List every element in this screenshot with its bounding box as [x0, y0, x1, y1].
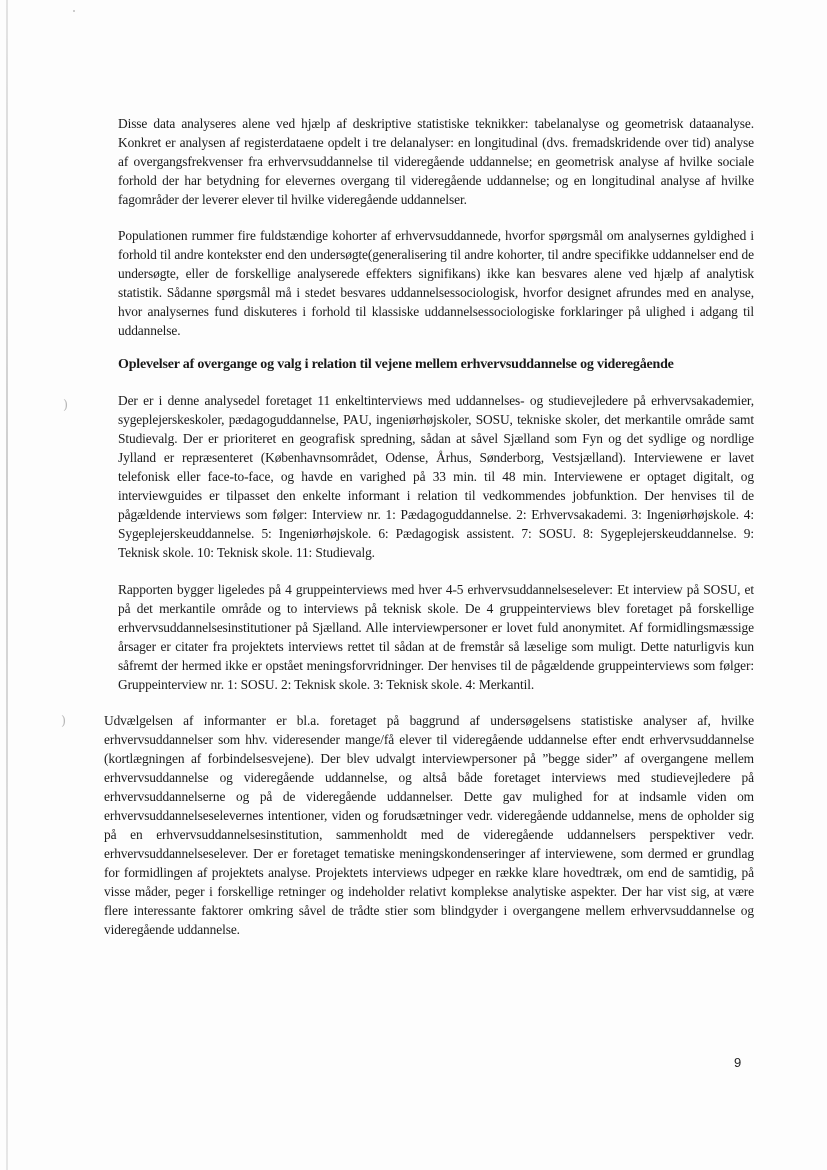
margin-mark: ) — [63, 398, 69, 413]
paragraph-population: Populationen rummer fire fuldstændige kohorter af erhvervsuddannede, hvorfor spørgsmål om analysernes gyldighed i forhold til andre kontekster end den undersøgte(generalisering til andre kohorter, til andre specifikke uddannelser end de undersøgte, eller de forskellige analyserede effekters signifikans) ikke kan besvares alene ved hjælp af analytisk statistik. Sådanne spørgsmål må i stedet besvares uddannelsessociologisk, hvorfor designet afrundes med en analyse, hvor analysernes fund diskuteres i forhold til klassiske uddannelsessociologiske forklaringer på ulighed i adgang til uddannelse. — [118, 228, 754, 338]
margin-mark: ) — [61, 714, 67, 729]
page-number: 9 — [734, 1055, 742, 1070]
paragraph-informant-selection: Udvælgelsen af informanter er bl.a. foretaget på baggrund af undersøgelsens statistiske analyser af, hvilke erhvervsuddannelser som hhv. videresender mange/få elever til videregående uddannelse efter endt erhvervsuddannelse (kortlægningen af forbindelsesvejene). Der blev udvalgt interviewpersoner på ”begge sider” af overgangene mellem erhvervsuddannelse og videregående uddannelse, og altså både foretaget interviews med studievejledere på erhvervsuddannelserne og på de videregående uddannelser. Dette gav mulighed for at indsamle viden om erhvervsuddannelseselevernes intentioner, viden og forudsætninger vedr. videregående uddannelse, mens de opholder sig på en erhvervsuddannelsesinstitution, sammenholdt med de videregående uddannelsers perspektiver vedr. erhvervsuddannelseselever. Der er foretaget tematiske meningskondenseringer af interviewene, som dermed er grundlag for formidlingen af projektets analyse. Projektets interviews udpeger en række klare hovedtræk, om end de samtidig, på visse måder, peger i forskellige retninger og indeholder relativt komplekse analytiske aspekter. Der har vist sig, at være flere interessante faktorer omkring såvel de trådte stier som blindgyder i overgangene mellem erhvervsuddannelse og videregående uddannelse. — [104, 713, 754, 937]
scan-speck — [73, 10, 75, 12]
document-body — [104, 114, 754, 939]
section-heading: Oplevelser af overgange og valg i relation til vejene mellem erhvervsuddannelse og videregående — [118, 357, 674, 372]
paragraph-data-analysis: Disse data analyseres alene ved hjælp af deskriptive statistiske teknikker: tabelanalyse og geometrisk dataanalyse. Konkret er analysen af registerdataene opdelt i tre delanalyser: en longitudinal (dvs. fremadskridende over tid) analyse af overgangsfrekvenser fra erhvervsuddannelse til videregående uddannelse; en geometrisk analyse af hvilke sociale forhold der har betydning for elevernes overgang til videregående uddannelse; og en longitudinal analyse af hvilke fagområder der leverer elever til hvilke videregående uddannelser. — [118, 116, 754, 207]
paragraph-group-interviews: Rapporten bygger ligeledes på 4 gruppeinterviews med hver 4-5 erhvervsuddannelseselever: Et interview på SOSU, et på det merkantile område og to interviews på teknisk skole. De 4 gruppeinterviews blev foretaget på forskellige erhvervsuddannelsesinstitutioner på Sjælland. Alle interviewpersoner er lovet fuld anonymitet. Af formidlingsmæssige årsager er citater fra projektets interviews rettet til sådan at de fremstår så læselige som muligt. Dette naturligvis kun såfremt der hermed ikke er opstået meningsforvridninger. Der henvises til de pågældende gruppeinterviews som følger: Gruppeinterview nr. 1: SOSU. 2: Teknisk skole. 3: Teknisk skole. 4: Merkantil. — [118, 582, 754, 692]
scan-edge — [6, 0, 8, 1170]
paragraph-individual-interviews: Der er i denne analysedel foretaget 11 enkeltinterviews med uddannelses- og studievejledere på erhvervsakademier, sygeplejerskeskoler, pædagoguddannelse, PAU, ingeniørhøjskoler, SOSU, tekniske skoler, det merkantile område samt Studievalg. Der er prioriteret en geografisk spredning, sådan at såvel Sjælland som Fyn og det sydlige og nordlige Jylland er repræsenteret (Københavnsområdet, Odense, Århus, Sønderborg, Vestsjælland). Interviewene er lavet telefonisk eller face-to-face, og havde en varighed på 33 min. til 48 min. Interviewene er optaget digitalt, og interviewguides er tilpasset den enkelte informant i relation til vedkommendes jobfunktion. Der henvises til de pågældende interviews som følger: Interview nr. 1: Pædagoguddannelse. 2: Erhvervsakademi. 3: Ingeniørhøjskole. 4: Sygeplejerskeuddannelse. 5: Ingeniørhøjskole. 6: Pædagogisk assistent. 7: SOSU. 8: Sygeplejerskeuddannelse. 9: Teknisk skole. 10: Teknisk skole. 11: Studievalg. — [118, 393, 754, 560]
